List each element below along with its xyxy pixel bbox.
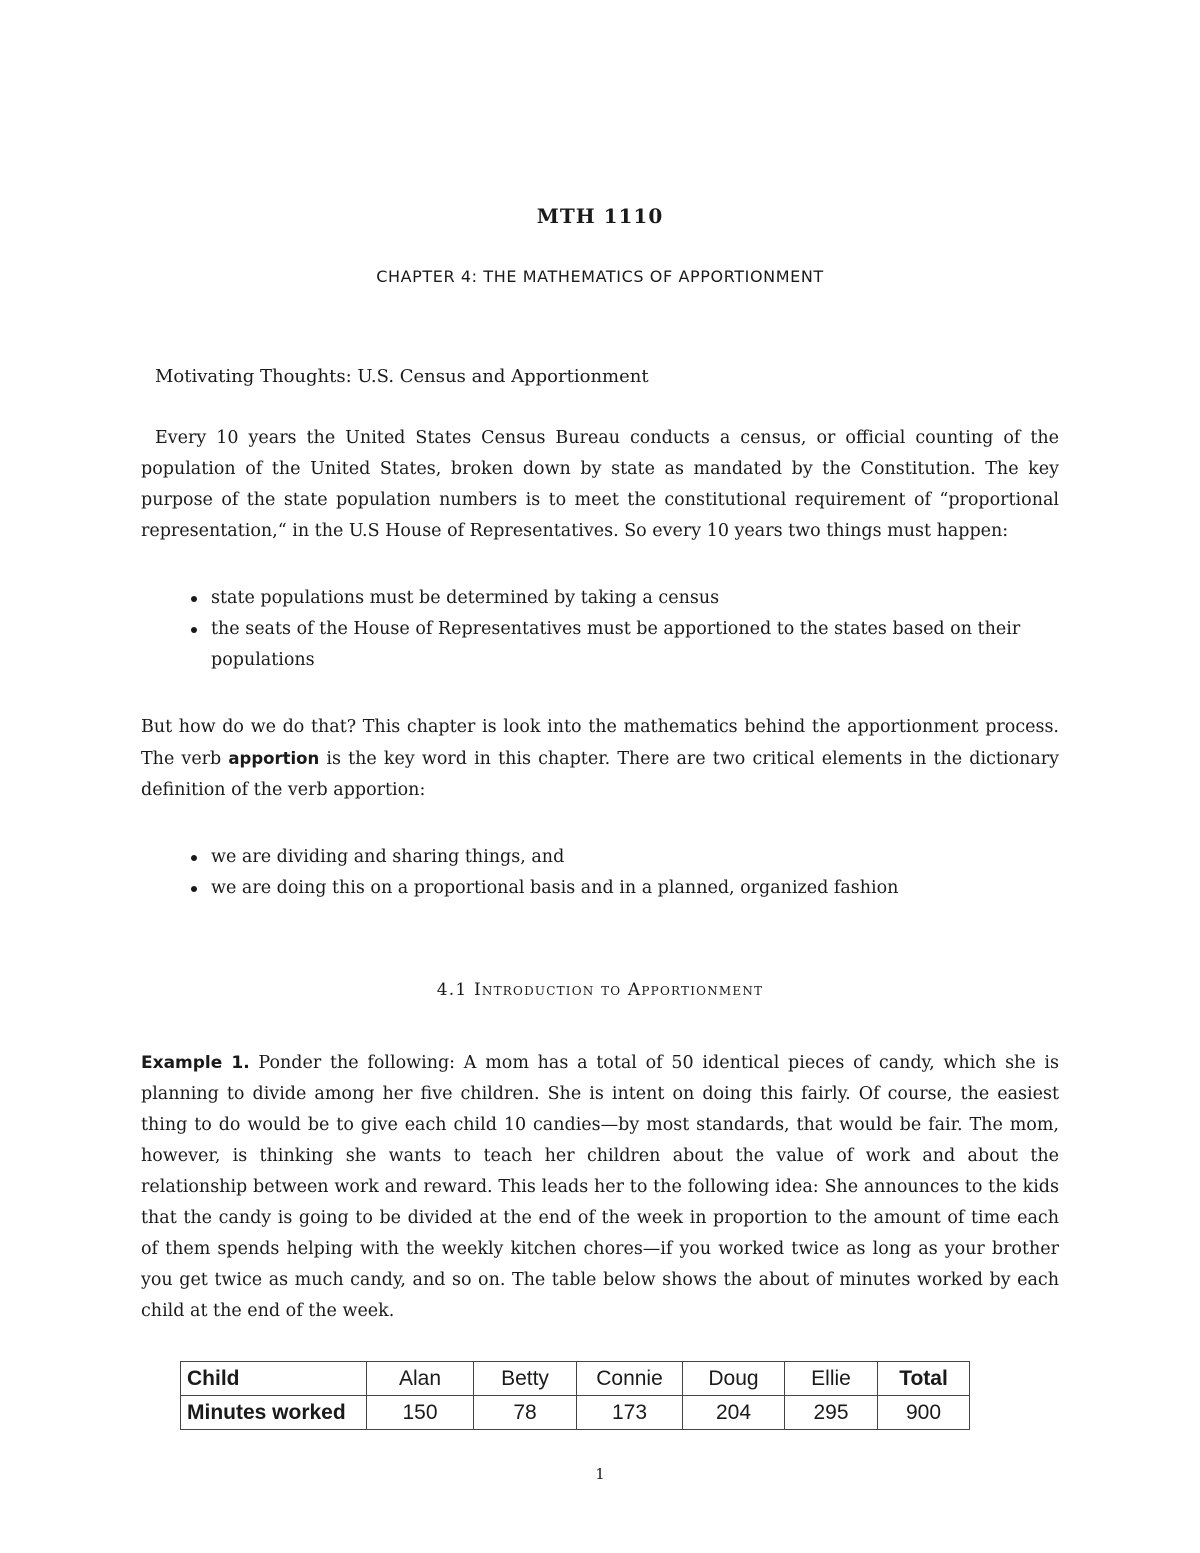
definition-bullet-list (189, 842, 1059, 904)
table-cell: 295 (785, 1396, 878, 1430)
definition-text-before: But how do we do that? This chapter is look into the mathematics behind the apportionment process. The verb (141, 717, 1059, 769)
table-cell: Alan (367, 1362, 474, 1396)
example-paragraph (141, 1048, 1059, 1327)
table-cell: Betty (474, 1362, 577, 1396)
list-item: state populations must be determined by taking a census (189, 583, 1059, 614)
table-cell: Ellie (785, 1362, 878, 1396)
table-cell: 204 (683, 1396, 785, 1430)
definition-text-after: is the key word in this chapter. There are two critical elements in the dictionary definition of the verb apportion: (141, 749, 1059, 800)
chapter-title: CHAPTER 4: THE MATHEMATICS OF APPORTIONMENT (376, 267, 824, 286)
section-title: 4.1 Introduction to Apportionment (436, 980, 764, 1000)
list-item: the seats of the House of Representatives must be apportioned to the states based on their populations (189, 614, 1059, 676)
table-cell: 900 (878, 1396, 970, 1430)
list-item: we are dividing and sharing things, and (189, 842, 1059, 873)
table-cell: Connie (577, 1362, 683, 1396)
list-item: we are doing this on a proportional basis and in a planned, organized fashion (189, 873, 1059, 904)
table-cell: 150 (367, 1396, 474, 1430)
table-header-row (181, 1362, 970, 1396)
page-number: 1 (595, 1465, 605, 1483)
table-cell: Total (878, 1362, 970, 1396)
example-text: Ponder the following: A mom has a total of 50 identical pieces of candy, which she is planning to divide among her five children. She is intent on doing this fairly. Of course, the easiest thing to do would be to give each child 10 candies—by most standards, that would be fair. The mom, however, is thinking she wants to teach her children about the value of work and about the relationship between work and reward. This leads her to the following idea: She announces to the kids that the candy is going to be divided at the end of the week in proportion to the amount of time each of them spends helping with the weekly kitchen chores—if you worked twice as long as your brother you get twice as much candy, and so on. The table below shows the about of minutes worked by each child at the end of the week. (141, 1053, 1060, 1321)
keyword-apportion: apportion (228, 749, 320, 768)
table-cell: Child (181, 1362, 367, 1396)
table-cell: Minutes worked (181, 1396, 367, 1430)
census-paragraph: Every 10 years the United States Census Bureau conducts a census, or official counting of the population of the United States, broken down by state as mandated by the Constitution. The key purpose of the state population numbers is to meet the constitutional requirement of “proportional representation,“ in the U.S House of Representatives. So every 10 years two things must happen: (141, 428, 1059, 541)
minutes-table (180, 1361, 970, 1430)
motivating-heading: Motivating Thoughts: U.S. Census and Apportionment (155, 366, 649, 387)
example-label: Example 1. (141, 1053, 250, 1073)
census-bullet-list (189, 583, 1059, 676)
table-cell: 173 (577, 1396, 683, 1430)
table-cell: 78 (474, 1396, 577, 1430)
definition-paragraph (141, 712, 1059, 806)
table-cell: Doug (683, 1362, 785, 1396)
table-row (181, 1396, 970, 1430)
course-title: MTH 1110 (536, 204, 664, 228)
